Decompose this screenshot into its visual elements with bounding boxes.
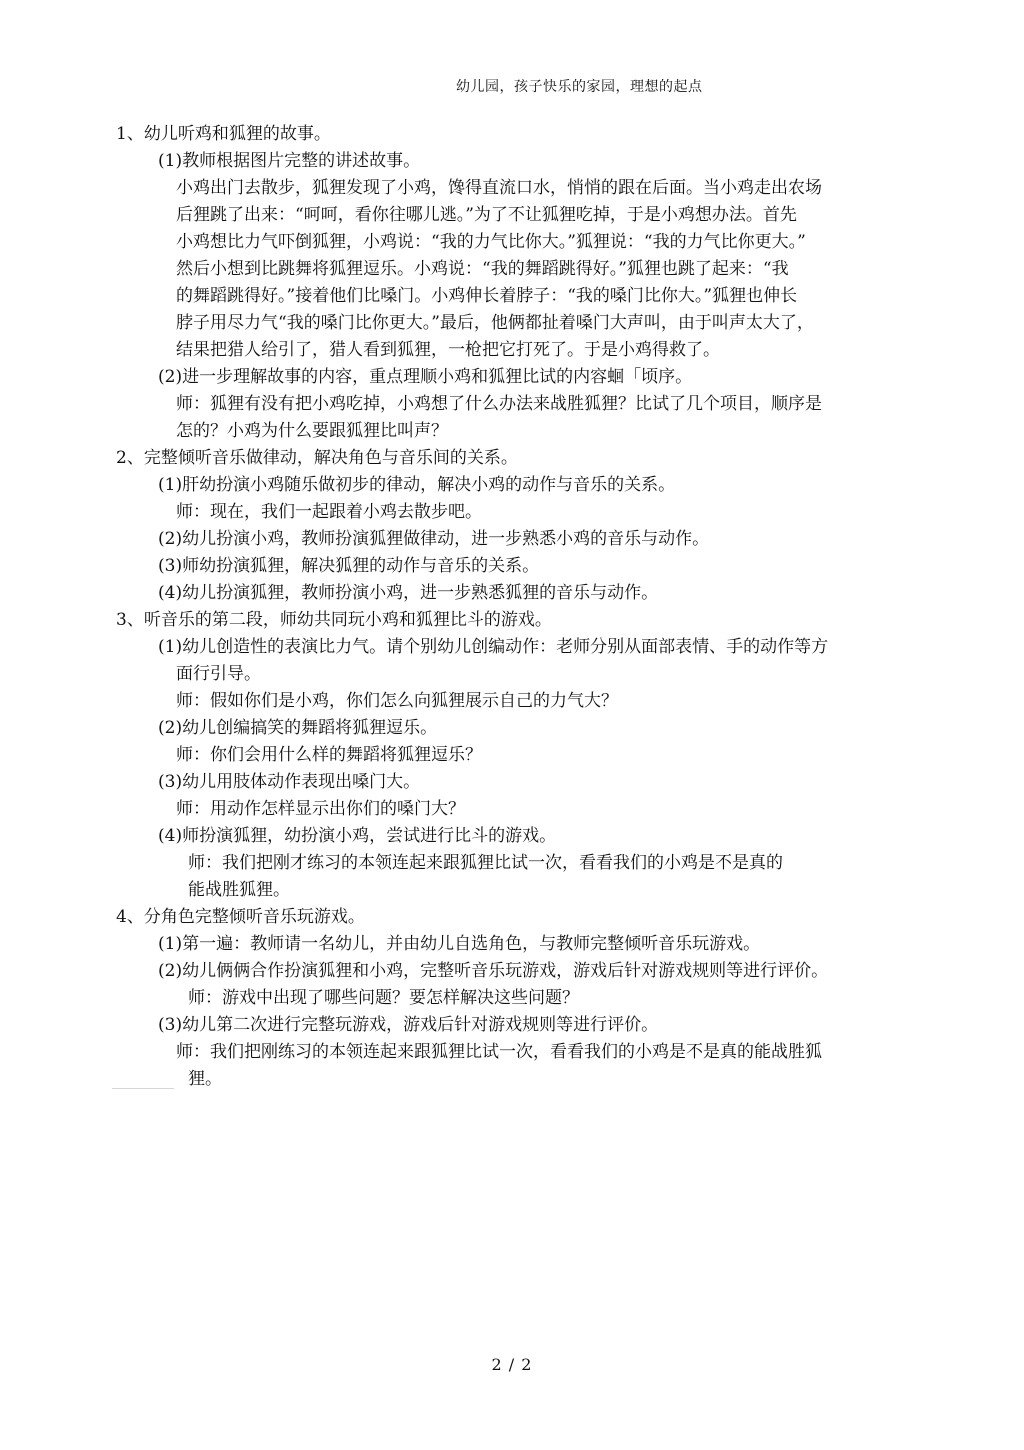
story-paragraph-line: 脖子用尽力气“我的嗓门比你更大。”最后，他俩都扯着嗓门大声叫，由于叫声太大了，	[176, 313, 814, 333]
list-item: (4)师扮演狐狸，幼扮演小鸡，尝试进行比斗的游戏。	[158, 826, 557, 846]
page-number: 2 / 2	[491, 1355, 533, 1374]
teacher-line: 怎的？小鸡为什么要跟狐狸比叫声？	[176, 421, 448, 441]
list-item: (1)幼儿创造性的表演比力气。请个别幼儿创编动作：老师分别从面部表情、手的动作等方	[158, 637, 829, 657]
teacher-line: 师：用动作怎样显示出你们的嗓门大？	[176, 799, 465, 819]
story-paragraph-line: 小鸡出门去散步，狐狸发现了小鸡，馋得直流口水，悄悄的跟在后面。当小鸡走出农场	[176, 178, 822, 198]
teacher-line: 师：假如你们是小鸡，你们怎么向狐狸展示自己的力气大？	[176, 691, 618, 711]
story-paragraph-line: 小鸡想比力气吓倒狐狸，小鸡说：“我的力气比你大。”狐狸说：“我的力气比你更大。”	[176, 232, 806, 252]
story-paragraph-line: 的舞蹈跳得好。”接着他们比嗓门。小鸡伸长着脖子：“我的嗓门比你大。”狐狸也伸长	[176, 286, 798, 306]
list-item: (3)幼儿第二次进行完整玩游戏，游戏后针对游戏规则等进行评价。	[158, 1015, 659, 1035]
story-paragraph-line: 然后小想到比跳舞将狐狸逗乐。小鸡说：“我的舞蹈跳得好。”狐狸也跳了起来：“我	[176, 259, 789, 279]
story-paragraph-line: 后狸跳了出来：“呵呵，看你往哪儿逃。”为了不让狐狸吃掉，于是小鸡想办法。首先	[176, 205, 797, 225]
list-item: (1)第一遍：教师请一名幼儿，并由幼儿自选角色，与教师完整倾听音乐玩游戏。	[158, 934, 761, 954]
list-item: (3)师幼扮演狐狸，解决狐狸的动作与音乐的关系。	[158, 556, 540, 576]
teacher-line: 师：现在，我们一起跟着小鸡去散步吧。	[176, 502, 482, 522]
teacher-line: 师：你们会用什么样的舞蹈将狐狸逗乐？	[176, 745, 482, 765]
section-heading-4: 4、分角色完整倾听音乐玩游戏。	[116, 907, 365, 927]
list-item: (4)幼儿扮演狐狸，教师扮演小鸡，进一步熟悉狐狸的音乐与动作。	[158, 583, 659, 603]
teacher-line: 师：狐狸有没有把小鸡吃掉，小鸡想了什么办法来战胜狐狸？比试了几个项目，顺序是	[176, 394, 822, 414]
teacher-line: 能战胜狐狸。	[188, 880, 290, 900]
list-item: (1)教师根据图片完整的讲述故事。	[158, 151, 421, 171]
section-heading-1: 1、幼儿听鸡和狐狸的故事。	[116, 124, 331, 144]
section-heading-3: 3、听音乐的第二段，师幼共同玩小鸡和狐狸比斗的游戏。	[116, 610, 552, 630]
list-item: (2)幼儿俩俩合作扮演狐狸和小鸡，完整听音乐玩游戏，游戏后针对游戏规则等进行评价。	[158, 961, 829, 981]
story-paragraph-line: 结果把猎人给引了，猎人看到狐狸，一枪把它打死了。于是小鸡得救了。	[176, 340, 720, 360]
teacher-line: 师：我们把刚练习的本领连起来跟狐狸比试一次，看看我们的小鸡是不是真的能战胜狐	[176, 1042, 822, 1062]
list-item: (2)幼儿创编搞笑的舞蹈将狐狸逗乐。	[158, 718, 438, 738]
teacher-line: 狸。	[188, 1069, 222, 1089]
list-item-continuation: 面行引导。	[176, 664, 261, 684]
teacher-line: 师：游戏中出现了哪些问题？要怎样解决这些问题？	[188, 988, 579, 1008]
list-item: (2)幼儿扮演小鸡，教师扮演狐狸做律动，进一步熟悉小鸡的音乐与动作。	[158, 529, 710, 549]
teacher-line: 师：我们把刚才练习的本领连起来跟狐狸比试一次，看看我们的小鸡是不是真的	[188, 853, 783, 873]
list-item: (2)进一步理解故事的内容，重点理顺小鸡和狐狸比试的内容蛔「顷序。	[158, 367, 693, 387]
list-item: (3)幼儿用肢体动作表现出嗓门大。	[158, 772, 421, 792]
list-item: (1)肝幼扮演小鸡随乐做初步的律动，解决小鸡的动作与音乐的关系。	[158, 475, 676, 495]
section-heading-2: 2、完整倾听音乐做律动，解决角色与音乐间的关系。	[116, 448, 518, 468]
page-header: 幼儿园，孩子快乐的家园，理想的起点	[456, 79, 703, 95]
footnote-rule	[112, 1088, 174, 1089]
